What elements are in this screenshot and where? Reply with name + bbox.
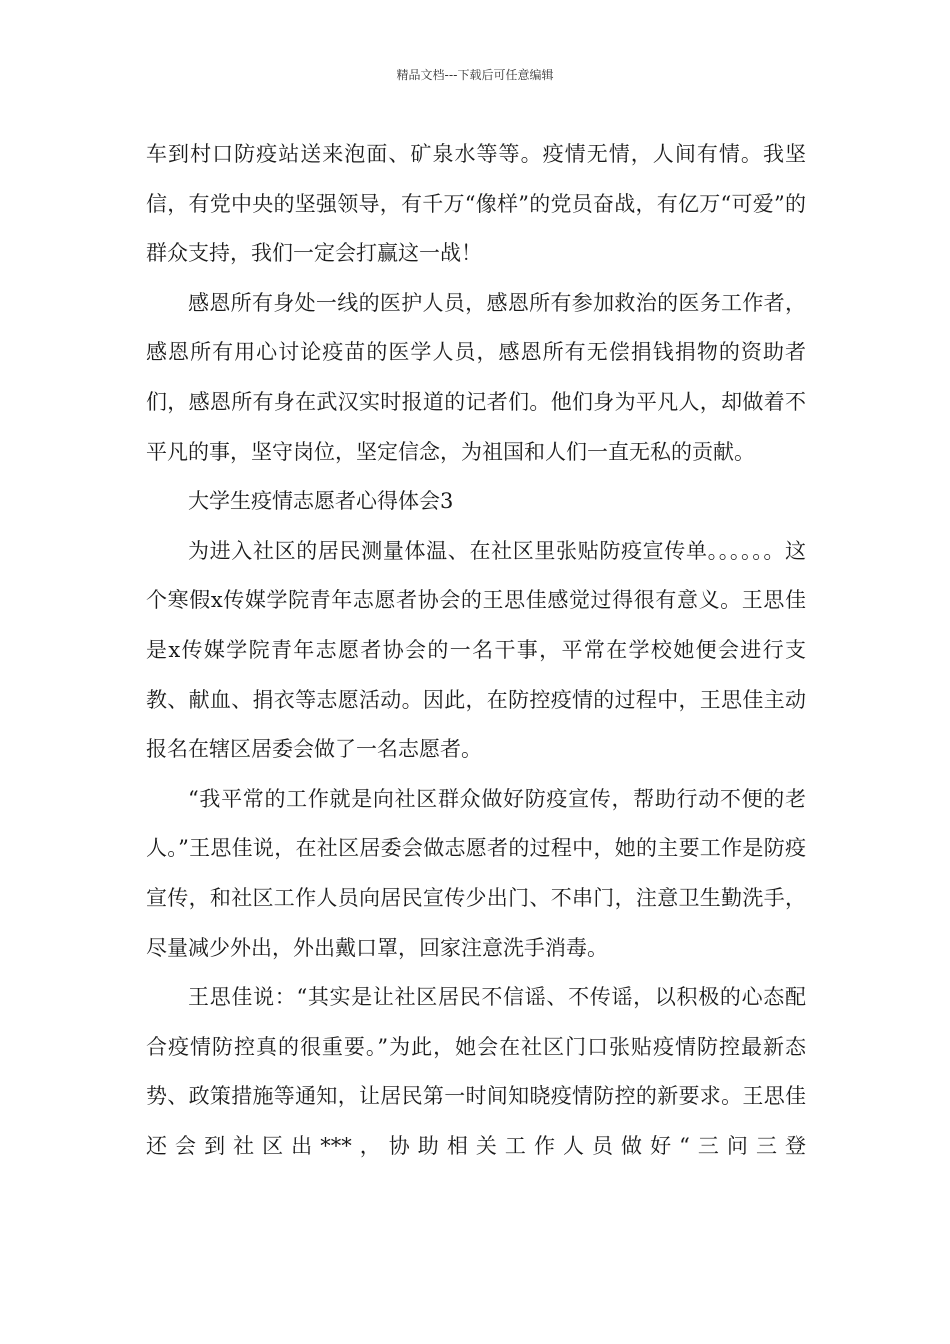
paragraph-2: 感恩所有身处一线的医护人员，感恩所有参加救治的医务工作者，感恩所有用心讨论疫苗的医学人员，感恩所有无偿捐钱捐物的资助者们，感恩所有身在武汉实时报道的记者们。他们身为平凡人，却做着不平凡的事，坚守岗位，坚定信念，为祖国和人们一直无私的贡献。: [146, 290, 806, 464]
paragraph-4: “我平常的工作就是向社区群众做好防疫宣传，帮助行动不便的老人。”王思佳说，在社区居委会做志愿者的过程中，她的主要工作是防疫宣传，和社区工作人员向居民宣传少出门、不串门，注意卫生勤洗手，尽量减少外出，外出戴口罩，回家注意洗手消毒。: [146, 786, 806, 960]
paragraph-3: 为进入社区的居民测量体温、在社区里张贴防疫宣传单。。。。。。这个寒假x传媒学院青年志愿者协会的王思佳感觉过得很有意义。王思佳是x传媒学院青年志愿者协会的一名干事，平常在学校她便会进行支教、献血、捐衣等志愿活动。因此，在防控疫情的过程中，王思佳主动报名在辖区居委会做了一名志愿者。: [146, 538, 806, 762]
paragraph-5: 王思佳说：“其实是让社区居民不信谣、不传谣，以积极的心态配合疫情防控真的很重要。”为此，她会在社区门口张贴疫情防控最新态势、政策措施等通知，让居民第一时间知晓疫情防控的新要求。王思佳还会到社区出***，协助相关工作人员做好“三问三登: [146, 985, 806, 1158]
paragraph-1: 车到村口防疫站送来泡面、矿泉水等等。疫情无情，人间有情。我坚信，有党中央的坚强领导，有千万“像样”的党员奋战，有亿万“可爱”的群众支持，我们一定会打赢这一战！: [146, 142, 806, 266]
section-heading: 大学生疫情志愿者心得体会3: [188, 489, 454, 514]
document-body: [146, 130, 806, 1171]
page-header: 精品文档---下载后可任意编辑: [396, 68, 554, 82]
